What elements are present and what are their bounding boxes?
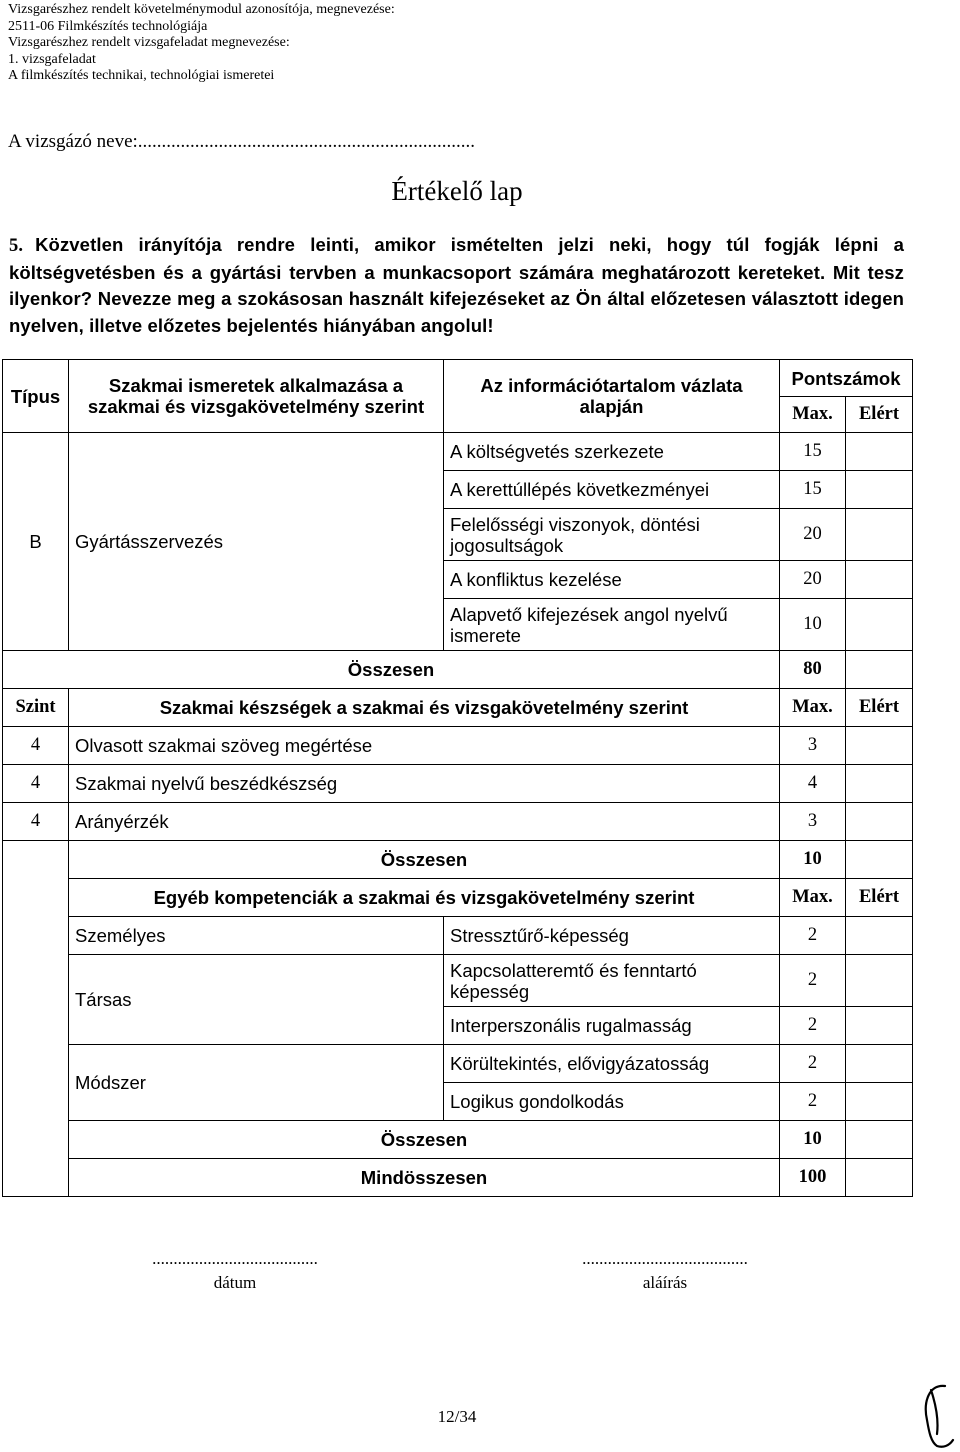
achieved-cell[interactable] <box>846 1007 913 1045</box>
col-level-header: Szint <box>3 689 69 727</box>
achieved-cell[interactable] <box>846 803 913 841</box>
competency-max: 2 <box>780 1045 846 1083</box>
candidate-name-field[interactable]: A vizsgázó neve:....................................................................... <box>8 131 476 152</box>
total-label: Összesen <box>3 651 780 689</box>
knowledge-value: Gyártásszervezés <box>69 433 444 651</box>
section1-total-row <box>3 651 913 689</box>
col-type-header: Típus <box>3 360 69 433</box>
date-block <box>90 1247 380 1295</box>
signature-block <box>520 1247 810 1295</box>
date-label: dátum <box>213 1273 257 1292</box>
group-personal: Személyes <box>69 917 444 955</box>
total-label: Összesen <box>69 1121 780 1159</box>
competency-max: 2 <box>780 1007 846 1045</box>
skill-max: 3 <box>780 803 846 841</box>
achieved-cell[interactable] <box>846 765 913 803</box>
achieved-cell[interactable] <box>846 1159 913 1197</box>
other-competencies-header: Egyéb kompetenciák a szakmai és vizsgakövetelmény szerint <box>69 879 780 917</box>
competency-label: Logikus gondolkodás <box>444 1083 780 1121</box>
achieved-cell[interactable] <box>846 727 913 765</box>
level-value: 4 <box>3 727 69 765</box>
achieved-cell[interactable] <box>846 651 913 689</box>
grand-total-row <box>3 1159 913 1197</box>
header-task-label: Vizsgarészhez rendelt vizsgafeladat megnevezése: <box>8 35 290 50</box>
col-achieved-header: Elért <box>846 397 913 433</box>
info-row-label: Alapvető kifejezések angol nyelvű ismerete <box>444 599 780 651</box>
col-info-header: Az információtartalom vázlata alapján <box>444 360 780 433</box>
achieved-cell[interactable] <box>846 561 913 599</box>
col-points-header: Pontszámok <box>780 360 913 397</box>
skill-max: 3 <box>780 727 846 765</box>
competency-label: Interperszonális rugalmasság <box>444 1007 780 1045</box>
info-row-max: 15 <box>780 471 846 509</box>
section2-header-row <box>3 689 913 727</box>
col-skills-header: Szakmai készségek a szakmai és vizsgakövetelmény szerint <box>69 689 780 727</box>
signature-dots[interactable]: ....................................... <box>582 1249 748 1268</box>
total-label: Összesen <box>69 841 780 879</box>
achieved-cell[interactable] <box>846 1121 913 1159</box>
achieved-cell[interactable] <box>846 509 913 561</box>
info-row-label: A konfliktus kezelése <box>444 561 780 599</box>
competency-label: Kapcsolatteremtő és fenntartó képesség <box>444 955 780 1007</box>
total-max: 80 <box>780 651 846 689</box>
skill-max: 4 <box>780 765 846 803</box>
page-number: 12/34 <box>437 1407 477 1426</box>
achieved-cell[interactable] <box>846 1045 913 1083</box>
grand-total-max: 100 <box>780 1159 846 1197</box>
skill-label: Arányérzék <box>69 803 780 841</box>
skill-label: Olvasott szakmai szöveg megértése <box>69 727 780 765</box>
task-number: 5. <box>9 236 24 256</box>
col-max-header: Max. <box>780 397 846 433</box>
group-method: Módszer <box>69 1045 444 1121</box>
level-value: 4 <box>3 803 69 841</box>
achieved-cell[interactable] <box>846 917 913 955</box>
table-row <box>3 765 913 803</box>
info-row-max: 20 <box>780 509 846 561</box>
section3-header-row <box>3 879 913 917</box>
page-title: Értékelő lap <box>391 176 523 206</box>
competency-label: Körültekintés, elővigyázatosság <box>444 1045 780 1083</box>
total-max: 10 <box>780 1121 846 1159</box>
info-row-label: A költségvetés szerkezete <box>444 433 780 471</box>
col-achieved-header: Elért <box>846 879 913 917</box>
table-row <box>3 955 913 1007</box>
section2-total-row <box>3 841 913 879</box>
skill-label: Szakmai nyelvű beszédkészség <box>69 765 780 803</box>
info-row-max: 20 <box>780 561 846 599</box>
achieved-cell[interactable] <box>846 955 913 1007</box>
col-max-header: Max. <box>780 689 846 727</box>
type-value: B <box>3 433 69 651</box>
achieved-cell[interactable] <box>846 841 913 879</box>
table-row <box>3 727 913 765</box>
total-max: 10 <box>780 841 846 879</box>
competency-label: Stressztűrő-képesség <box>444 917 780 955</box>
header-module-label: Vizsgarészhez rendelt követelménymodul azonosítója, megnevezése: <box>8 2 395 17</box>
table-row <box>3 1045 913 1083</box>
table-row <box>3 917 913 955</box>
section3-total-row <box>3 1121 913 1159</box>
achieved-cell[interactable] <box>846 1083 913 1121</box>
header-module-name: 2511-06 Filmkészítés technológiája <box>8 18 208 34</box>
section1-header-row <box>3 360 913 397</box>
info-row-label: A kerettúllépés következményei <box>444 471 780 509</box>
group-social: Társas <box>69 955 444 1045</box>
achieved-cell[interactable] <box>846 471 913 509</box>
achieved-cell[interactable] <box>846 599 913 651</box>
competency-max: 2 <box>780 1083 846 1121</box>
info-row-max: 10 <box>780 599 846 651</box>
info-row-label: Felelősségi viszonyok, döntési jogosultságok <box>444 509 780 561</box>
task-description <box>9 232 904 339</box>
grand-total-label: Mindösszesen <box>69 1159 780 1197</box>
competency-max: 2 <box>780 955 846 1007</box>
achieved-cell[interactable] <box>846 433 913 471</box>
handwritten-initial-mark <box>915 1380 957 1450</box>
document-header <box>8 2 395 85</box>
col-achieved-header: Elért <box>846 689 913 727</box>
evaluation-table <box>2 359 913 1197</box>
task-text: Közvetlen irányítója rendre leinti, amikor ismételten jelzi neki, hogy túl fogják lépni a költségvetésben és a gyártási tervben a munkacsoport számára meghatározott kereteket. Mit tesz ilyenkor? Nevezze meg a szokásosan használt kifejezéseket az Ön által előzetesen választott idegen nyelven, illetve előzetes bejelentés hiányában angolul! <box>9 234 904 336</box>
header-task-name: A filmkészítés technikai, technológiai ismeretei <box>8 68 275 83</box>
table-row <box>3 433 913 471</box>
table-row <box>3 803 913 841</box>
col-max-header: Max. <box>780 879 846 917</box>
date-dots[interactable]: ....................................... <box>152 1249 318 1268</box>
competency-max: 2 <box>780 917 846 955</box>
info-row-max: 15 <box>780 433 846 471</box>
col-knowledge-header: Szakmai ismeretek alkalmazása a szakmai és vizsgakövetelmény szerint <box>69 360 444 433</box>
left-margin-cell <box>3 841 69 1197</box>
header-task-number: 1. vizsgafeladat <box>8 51 96 67</box>
level-value: 4 <box>3 765 69 803</box>
signature-label: aláírás <box>642 1273 688 1292</box>
